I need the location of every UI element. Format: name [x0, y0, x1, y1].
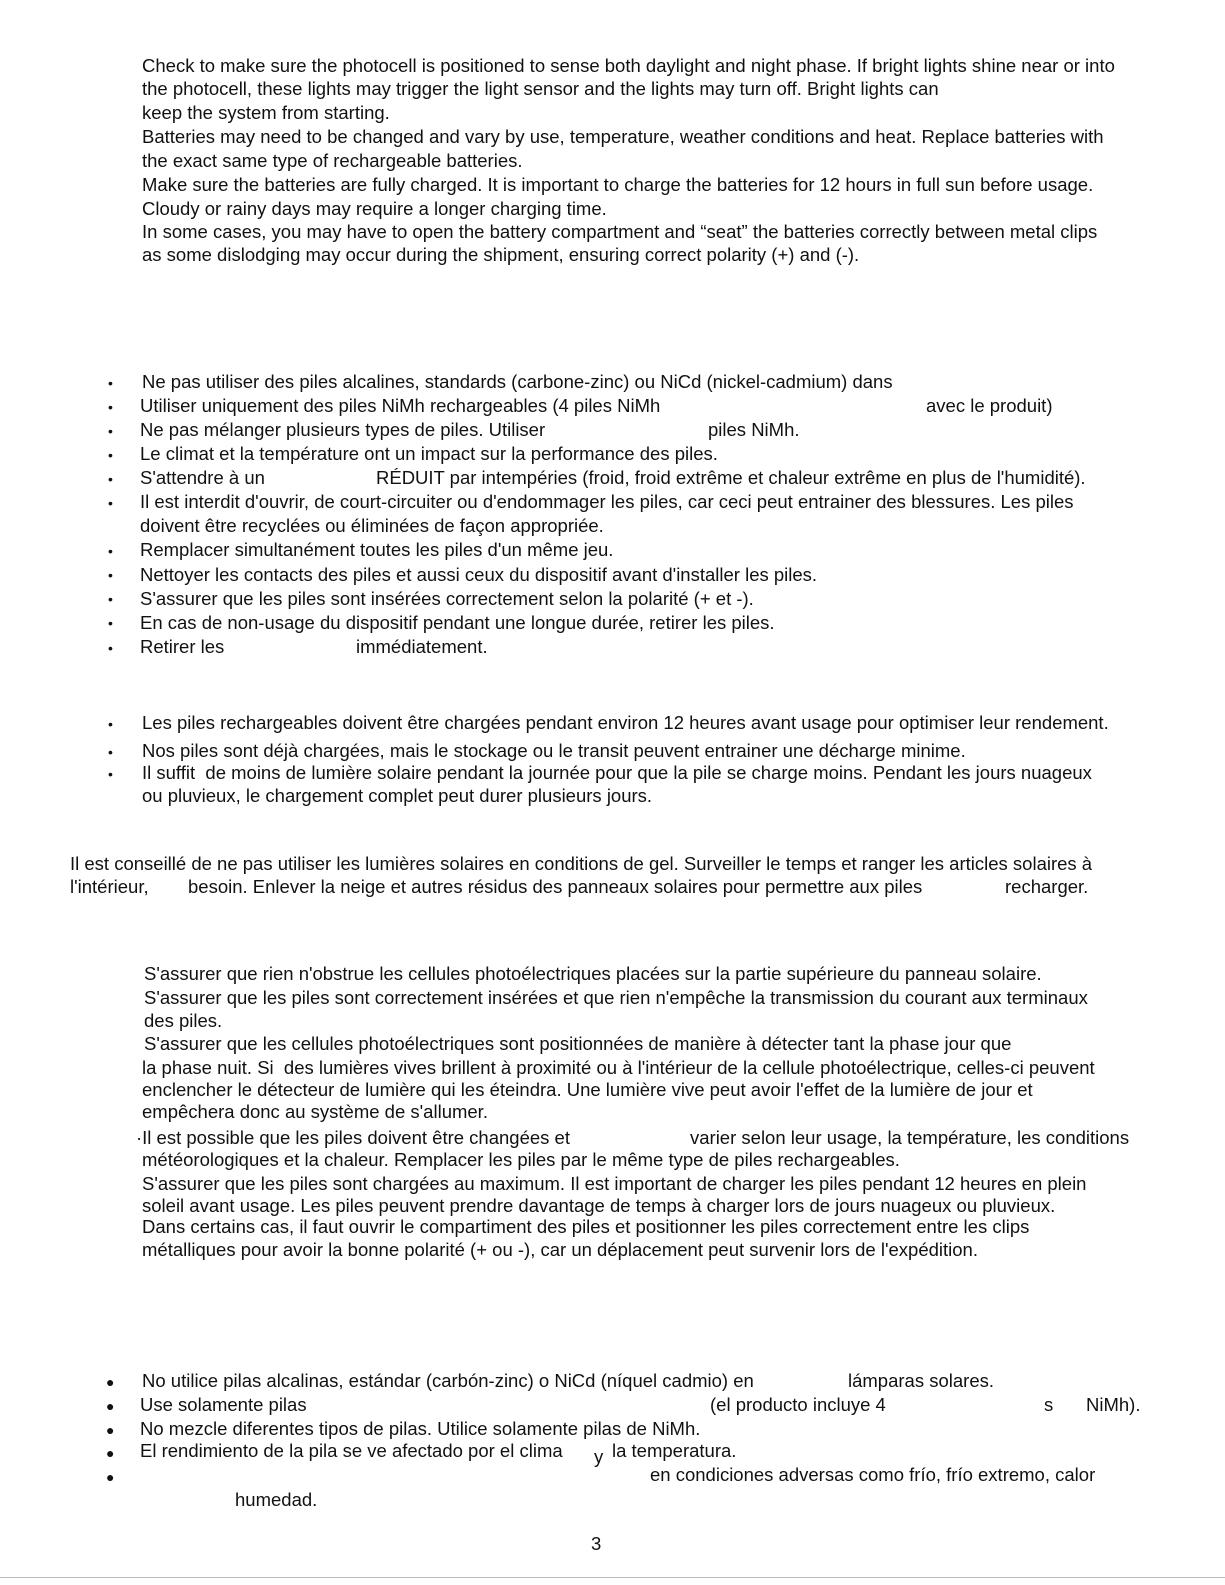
list-item-cont: en condiciones adversas como frío, frío extremo, calor — [650, 1464, 1096, 1485]
bullet: • — [108, 640, 113, 656]
list-item: Nos piles sont déjà chargées, mais le stockage ou le transit peuvent entrainer une décharge minime. — [142, 740, 966, 761]
text-line: enclencher le détecteur de lumière qui les éteindra. Une lumière vive peut avoir l'effet de la lumière de jour et — [142, 1079, 1033, 1100]
bullet: • — [108, 591, 113, 607]
text-line: the exact same type of rechargeable batteries. — [142, 150, 523, 171]
list-item: No utilice pilas alcalinas, estándar (carbón-zinc) o NiCd (níquel cadmio) en — [142, 1370, 754, 1391]
list-item: Utiliser uniquement des piles NiMh rechargeables (4 piles NiMh — [140, 395, 661, 416]
bullet: • — [108, 716, 113, 732]
text-line: la phase nuit. Si des lumières vives brillent à proximité ou à l'intérieur de la cellule photoélectrique, celles-ci peuvent — [142, 1057, 1095, 1078]
text-line: l'intérieur, — [70, 876, 149, 897]
bullet: • — [108, 375, 113, 391]
text-line: S'assurer que les cellules photoélectriques sont positionnées de manière à détecter tant la phase jour que — [144, 1033, 1012, 1054]
list-item-cont: NiMh). — [1086, 1394, 1141, 1415]
list-item-cont: doivent être recyclées ou éliminées de façon appropriée. — [140, 515, 604, 536]
bullet: • — [108, 471, 113, 487]
bullet: • — [108, 543, 113, 559]
list-item: Le climat et la température ont un impact sur la performance des piles. — [140, 443, 718, 464]
text-line: soleil avant usage. Les piles peuvent prendre davantage de temps à charger lors de jours nuageux ou pluvieux. — [142, 1195, 1056, 1216]
bullet: • — [108, 744, 113, 760]
list-item-cont: lámparas solares. — [848, 1370, 995, 1391]
text-line: keep the system from starting. — [142, 102, 390, 123]
text-line: as some dislodging may occur during the shipment, ensuring correct polarity (+) and (-). — [142, 244, 860, 265]
text-line: Check to make sure the photocell is positioned to sense both daylight and night phase. If bright lights shine near or into — [142, 55, 1115, 76]
list-item: S'assurer que les piles sont insérées correctement selon la polarité (+ et -). — [140, 588, 754, 609]
list-item-cont: ou pluvieux, le chargement complet peut durer plusieurs jours. — [142, 785, 653, 806]
bottom-edge-rule — [0, 1577, 1225, 1578]
list-item: Il est interdit d'ouvrir, de court-circuiter ou d'endommager les piles, car ceci peut entrainer des blessures. Les piles — [140, 491, 1074, 512]
bullet: • — [108, 766, 113, 782]
list-item-cont: immédiatement. — [356, 636, 488, 657]
text-line: ·Il est possible que les piles doivent être changées et — [136, 1127, 570, 1148]
list-item-cont: RÉDUIT par intempéries (froid, froid extrême et chaleur extrême en plus de l'humidité). — [376, 467, 1086, 488]
text-line: métalliques pour avoir la bonne polarité (+ ou -), car un déplacement peut survenir lors de l'expédition. — [142, 1239, 978, 1260]
list-item-cont: y — [594, 1446, 604, 1467]
text-line: S'assurer que les piles sont correctement insérées et que rien n'empêche la transmission du courant aux terminaux — [144, 987, 1088, 1008]
text-line: S'assurer que rien n'obstrue les cellules photoélectriques placées sur la partie supérieure du panneau solaire. — [144, 963, 1042, 984]
list-item: Use solamente pilas — [140, 1394, 307, 1415]
text-line: S'assurer que les piles sont chargées au maximum. Il est important de charger les piles pendant 12 heures en plein — [142, 1173, 1087, 1194]
list-item: En cas de non-usage du dispositif pendant une longue durée, retirer les piles. — [140, 612, 775, 633]
list-item: Ne pas utiliser des piles alcalines, standards (carbone-zinc) ou NiCd (nickel-cadmium) dans — [142, 371, 893, 392]
page-number: 3 — [591, 1533, 602, 1554]
list-item: Les piles rechargeables doivent être chargées pendant environ 12 heures avant usage pour optimiser leur rendement. — [142, 712, 1109, 733]
bullet: ● — [106, 1445, 115, 1461]
list-item-cont: s — [1044, 1394, 1054, 1415]
text-line: empêchera donc au système de s'allumer. — [142, 1101, 488, 1122]
bullet: • — [108, 567, 113, 583]
text-line: Batteries may need to be changed and vary by use, temperature, weather conditions and heat. Replace batteries with — [142, 126, 1104, 147]
list-item: El rendimiento de la pila se ve afectado por el clima — [140, 1440, 563, 1461]
text-line: des piles. — [144, 1010, 223, 1031]
list-item-cont: la temperatura. — [612, 1440, 737, 1461]
bullet: • — [108, 399, 113, 415]
bullet: • — [108, 447, 113, 463]
bullet: • — [108, 495, 113, 511]
text-line: the photocell, these lights may trigger the light sensor and the lights may turn off. Bright lights can — [142, 78, 939, 99]
list-item-cont: (el producto incluye 4 — [710, 1394, 886, 1415]
text-line: besoin. Enlever la neige et autres résidus des panneaux solaires pour permettre aux piles — [188, 876, 923, 897]
list-item: Ne pas mélanger plusieurs types de piles. Utiliser — [140, 419, 546, 440]
text-line: météorologiques et la chaleur. Remplacer les piles par le même type de piles rechargeables. — [142, 1149, 900, 1170]
text-line: Dans certains cas, il faut ouvrir le compartiment des piles et positionner les piles correctement entre les clips — [142, 1216, 1030, 1237]
text-line: Cloudy or rainy days may require a longer charging time. — [142, 198, 607, 219]
list-item-cont: piles NiMh. — [708, 419, 800, 440]
list-item: Nettoyer les contacts des piles et aussi ceux du dispositif avant d'installer les piles. — [140, 564, 818, 585]
bullet: ● — [106, 1469, 115, 1485]
text-line: In some cases, you may have to open the battery compartment and “seat” the batteries correctly between metal clips — [142, 221, 1098, 242]
list-item: Retirer les — [140, 636, 225, 657]
text-line: recharger. — [1005, 876, 1089, 897]
list-item: Il suffit de moins de lumière solaire pendant la journée pour que la pile se charge moins. Pendant les jours nuageux — [142, 762, 1092, 783]
bullet: ● — [106, 1398, 115, 1414]
list-item-cont: humedad. — [235, 1489, 318, 1510]
list-item: S'attendre à un — [140, 467, 265, 488]
bullet: ● — [106, 1374, 115, 1390]
bullet: • — [108, 615, 113, 631]
text-line: varier selon leur usage, la température, les conditions — [690, 1127, 1130, 1148]
bullet: ● — [106, 1422, 115, 1438]
list-item-cont: avec le produit) — [926, 395, 1053, 416]
list-item: Remplacer simultanément toutes les piles d'un même jeu. — [140, 539, 614, 560]
bullet: • — [108, 423, 113, 439]
list-item: No mezcle diferentes tipos de pilas. Utilice solamente pilas de NiMh. — [140, 1418, 701, 1439]
text-line: Il est conseillé de ne pas utiliser les lumières solaires en conditions de gel. Surveiller le temps et ranger les articles solaires à — [70, 853, 1093, 874]
text-line: Make sure the batteries are fully charged. It is important to charge the batteries for 12 hours in full sun before usage. — [142, 174, 1094, 195]
